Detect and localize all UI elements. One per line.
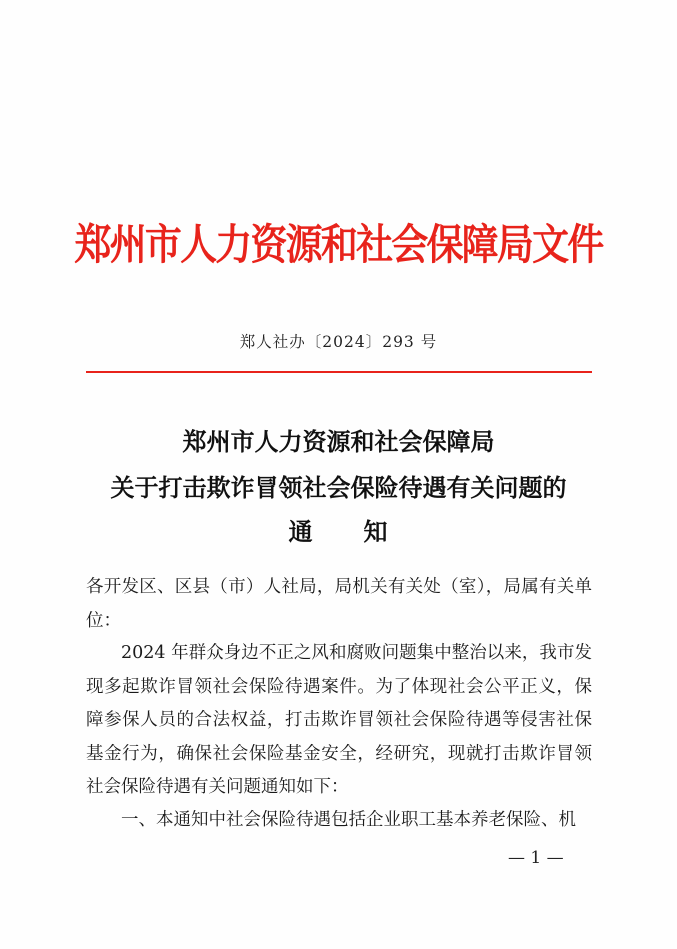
page-number: — 1 — xyxy=(508,848,564,868)
document-number: 郑人社办〔2024〕293 号 xyxy=(239,333,438,351)
notice-title-line-3: 通 知 xyxy=(288,517,389,546)
notice-title-line-1: 郑州市人力资源和社会保障局 xyxy=(182,427,495,456)
notice-title-line-2: 关于打击欺诈冒领社会保险待遇有关问题的 xyxy=(110,473,567,502)
body-paragraph-2: 一、本通知中社会保险待遇包括企业职工基本养老保险、机 xyxy=(121,810,576,830)
document-header-title: 郑州市人力资源和社会保障局文件 xyxy=(74,220,603,269)
header-divider-line xyxy=(86,371,592,373)
body-paragraph-1: 2024 年群众身边不正之风和腐败问题集中整治以来，我市发现多起欺诈冒领社会保险待遇案件。为了体现社会公平正义，保障参保人员的合法权益，打击欺诈冒领社会保险待遇等侵害社保基金行为，确保社会保险基金安全，经研究，现就打击欺诈冒领社会保险待遇有关问题通知如下： xyxy=(86,643,592,797)
salutation-paragraph: 各开发区、区县（市）人社局，局机关有关处（室），局属有关单位： xyxy=(86,577,592,631)
